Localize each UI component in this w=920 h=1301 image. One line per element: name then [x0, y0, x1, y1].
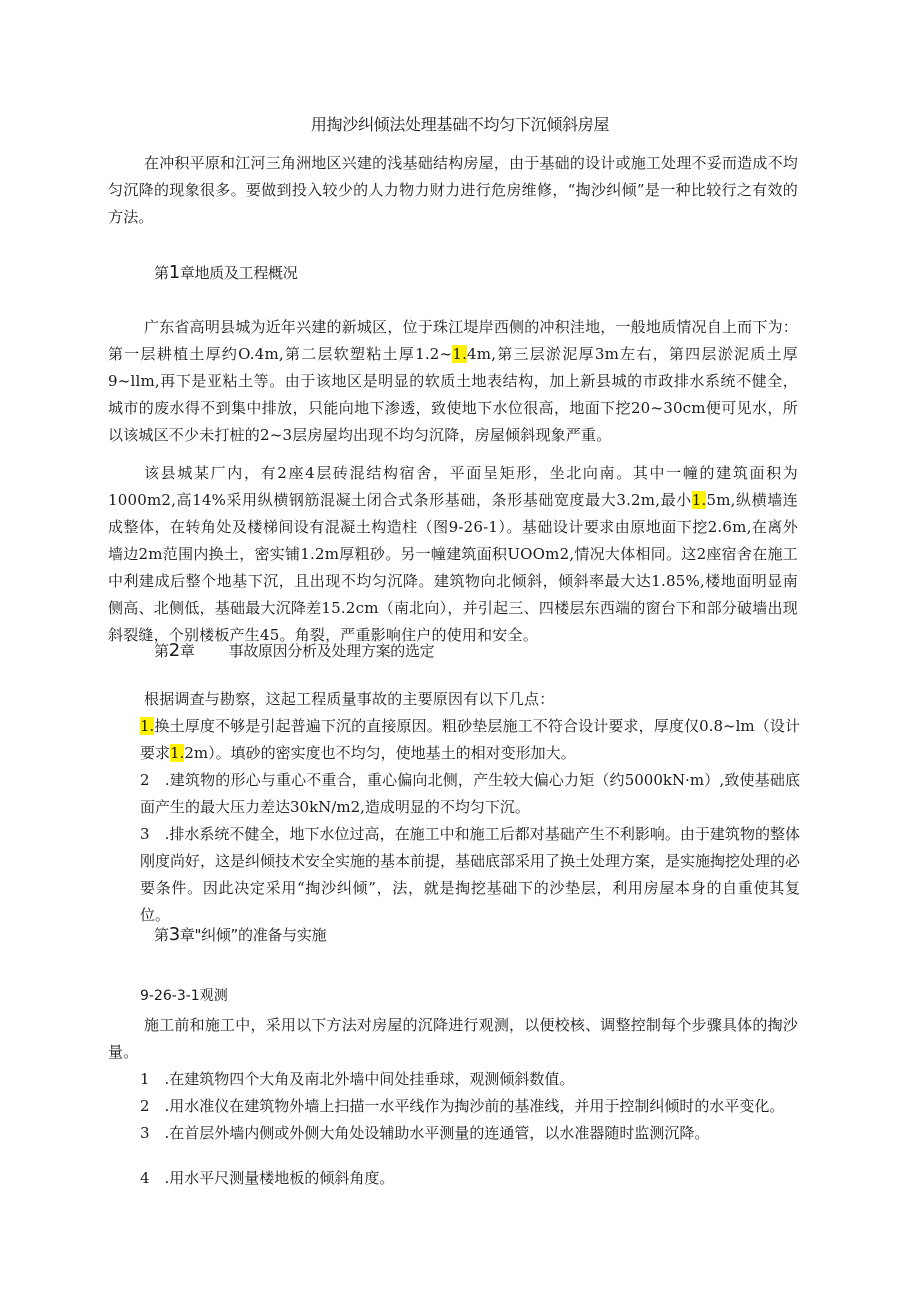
- chapter-2-item-1: 1.换土厚度不够是引起普遍下沉的直接原因。粗砂垫层施工不符合设计要求，厚度仅0.8~lm（设计要求1.2m）。填砂的密实度也不均匀，使地基土的相对变形加大。: [140, 717, 800, 762]
- heading-number: 1: [168, 262, 180, 283]
- highlight: 1.: [140, 717, 155, 735]
- chapter-3-heading: 第3章"纠倾”的准备与实施: [154, 924, 327, 945]
- chapter-3-item-1: 1 .在建筑物四个大角及南北外墙中间处挂垂球，观测倾斜数值。: [140, 1070, 575, 1088]
- section-9-26-3-1-heading: 9-26-3-1观测: [140, 988, 228, 1004]
- intro-paragraph: 在冲积平原和江河三角洲地区兴建的浅基础结构房屋，由于基础的设计或施工处理不妥而造成不均匀沉降的现象很多。要做到投入较少的人力物力财力进行危房维修，“掏沙纠倾”是一种比较行之有效的方法。: [108, 154, 798, 226]
- chapter-2-heading: 第2章 事故原因分析及处理方案的选定: [154, 640, 435, 661]
- chapter-1-paragraph-2: 该县城某厂内，有2座4层砖混结构宿舍，平面呈矩形，坐北向南。其中一幢的建筑面积为1000m2,高14%采用纵横钢筋混凝土闭合式条形基础，条形基础宽度最大3.2m,最小1.5m,纵横墙连成整体，在转角处及楼梯间设有混凝土构造柱（图9-26-1）。基础设计要求由原地面下挖2.6m,在离外墙边2m范围内换土，密实铺1.2m厚粗砂。另一幢建筑面积UOOm2,情况大体相同。这2座宿舍在施工中利建成后整个地基下沉，且出现不均匀沉降。建筑物向北倾斜，倾斜率最大达1.85%,楼地面明显南侧高、北侧低，基础最大沉降差15.2cm（南北向），并引起三、四楼层东西端的窗台下和部分破墙出现斜裂缝，个别楼板产生45。角裂，严重影响住户的使用和安全。: [108, 464, 799, 644]
- highlight: 1.: [452, 345, 468, 363]
- chapter-1-paragraph-1: 广东省高明县城为近年兴建的新城区，位于珠江堤岸西侧的冲积洼地，一般地质情况自上而下为：第一层耕植土厚约O.4m,第二层软塑粘土厚1.2~1.4m,第三层淤泥厚3m左右，第四层淤泥质土厚9~llm,再下是亚粘土等。由于该地区是明显的软质土地表结构，加上新县城的市政排水系统不健全，城市的废水得不到集中排放，只能向地下渗透，致使地下水位很高，地面下挖20~30cm便可见水，所以该城区不少未打桩的2~3层房屋均出现不均匀沉降，房屋倾斜现象严重。: [108, 318, 798, 444]
- heading-prefix: 第: [154, 264, 169, 282]
- chapter-1-heading: [154, 262, 297, 283]
- chapter-2-item-3: 3 .排水系统不健全，地下水位过高，在施工中和施工后都对基础产生不利影响。由于建筑物的整体刚度尚好，这是纠倾技术安全实施的基本前提，基础底部采用了换土处理方案，是实施掏挖处理的必要条件。因此决定采用“掏沙纠倾”，法，就是掏挖基础下的沙垫层，利用房屋本身的自重使其复位。: [140, 825, 801, 924]
- highlight: 1.: [691, 491, 707, 509]
- chapter-2-lead: 根据调查与勘察，这起工程质量事故的主要原因有以下几点：: [144, 690, 555, 708]
- document-title: 用掏沙纠倾法处理基础不均匀下沉倾斜房屋: [310, 115, 610, 134]
- chapter-3-item-3: 3 .在首层外墙内侧或外侧大角处设辅助水平测量的连通管，以水准器随时监测沉降。: [140, 1124, 710, 1142]
- highlight: 1.: [170, 744, 185, 762]
- chapter-3-item-2: 2 .用水准仪在建筑物外墙上扫描一水平线作为掏沙前的基准线，并用于控制纠倾时的水平变化。: [140, 1097, 785, 1115]
- chapter-3-item-4: 4 .用水平尺测量楼地板的倾斜角度。: [140, 1169, 395, 1187]
- heading-text: 章地质及工程概况: [179, 264, 298, 282]
- chapter-3-lead: 施工前和施工中，采用以下方法对房屋的沉降进行观测，以便校核、调整控制每个步骤具体的掏沙量。: [108, 1016, 798, 1061]
- chapter-2-item-2: 2 .建筑物的形心与重心不重合，重心偏向北侧，产生较大偏心力矩（约5000kN·m）,致使基础底面产生的最大压力差达30kN∕m2,造成明显的不均匀下沉。: [140, 771, 800, 816]
